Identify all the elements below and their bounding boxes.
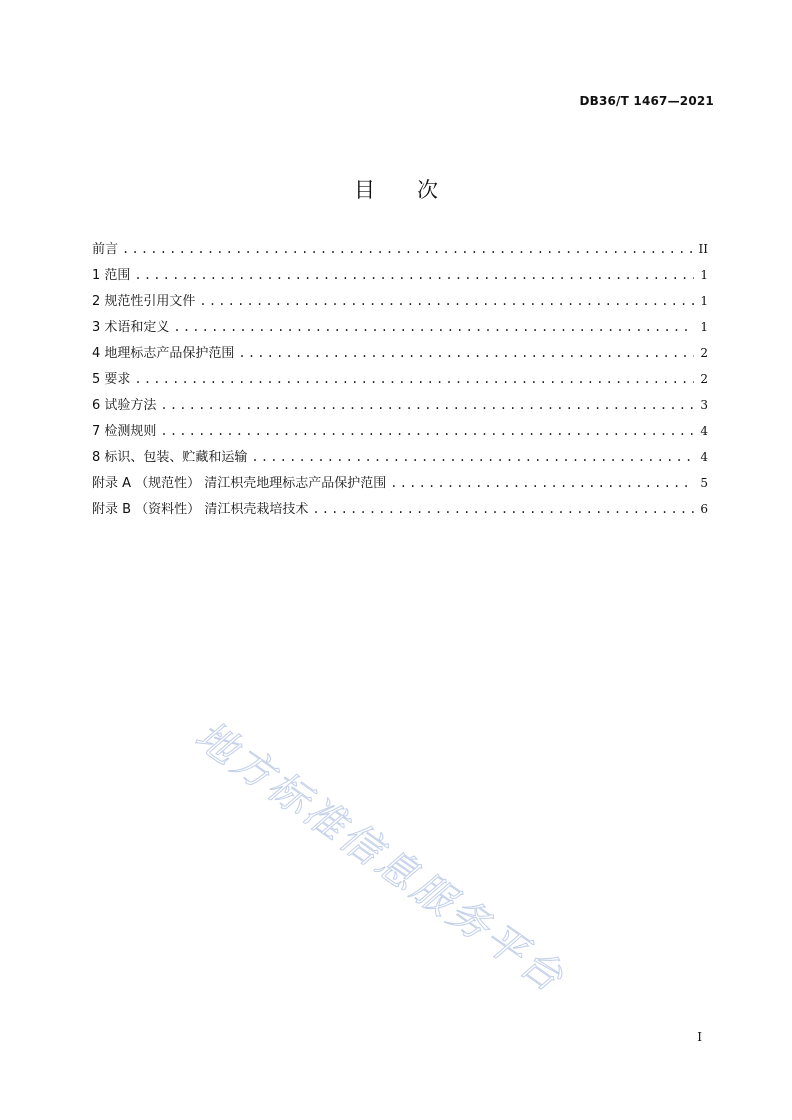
toc-entry-page: 1 [700,320,708,334]
toc-entry-label: 1 范围 [92,268,131,283]
toc-leader [251,444,694,470]
toc-entry-label: 附录 B （资料性） 清江枳壳栽培技术 [92,502,309,517]
toc-entry-label: 2 规范性引用文件 [92,294,196,309]
toc-entry-inspection-rules[interactable] [92,418,708,444]
page-number: I [697,1030,702,1044]
toc-entry-page: 3 [700,398,708,412]
toc-entry-label: 前言 [92,242,119,257]
toc-entry-normative-references[interactable] [92,288,708,314]
toc-leader [238,340,694,366]
page-title-char-1: 目 [354,178,375,202]
toc-leader [390,470,694,496]
standard-code: DB36/T 1467—2021 [579,94,714,108]
toc-entry-label: 5 要求 [92,372,131,387]
toc-leader [199,288,694,314]
toc-entry-page: 1 [700,268,708,282]
toc-entry-annex-a[interactable] [92,470,708,496]
page-title-char-2: 次 [417,178,438,202]
toc-entry-page: 5 [700,476,708,490]
toc-entry-foreword[interactable] [92,236,708,262]
toc-entry-annex-b[interactable] [92,496,708,522]
toc-leader [312,496,694,522]
toc-leader [134,262,694,288]
toc-entry-label: 6 试验方法 [92,398,157,413]
toc-entry-page: II [698,242,708,256]
toc-entry-label: 7 检测规则 [92,424,157,439]
page-title [0,174,792,204]
toc-entry-test-methods[interactable] [92,392,708,418]
toc-entry-page: 4 [700,424,708,438]
watermark: 地方标准信息服务平台 [186,712,574,1003]
toc-leader [122,236,694,262]
toc-leader [134,366,694,392]
toc-entry-label: 3 术语和定义 [92,320,170,335]
toc-entry-label: 附录 A （规范性） 清江枳壳地理标志产品保护范围 [92,476,387,491]
toc-leader [160,392,694,418]
table-of-contents [92,236,708,522]
toc-entry-marking-packaging[interactable] [92,444,708,470]
toc-entry-page: 4 [700,450,708,464]
toc-entry-label: 8 标识、包装、贮藏和运输 [92,450,248,465]
toc-entry-page: 2 [700,346,708,360]
toc-entry-requirements[interactable] [92,366,708,392]
toc-leader [173,314,694,340]
toc-entry-protection-scope[interactable] [92,340,708,366]
toc-entry-scope[interactable] [92,262,708,288]
toc-entry-page: 6 [700,502,708,516]
toc-entry-page: 2 [700,372,708,386]
toc-entry-page: 1 [700,294,708,308]
toc-entry-terms[interactable] [92,314,708,340]
toc-leader [160,418,694,444]
toc-entry-label: 4 地理标志产品保护范围 [92,346,235,361]
